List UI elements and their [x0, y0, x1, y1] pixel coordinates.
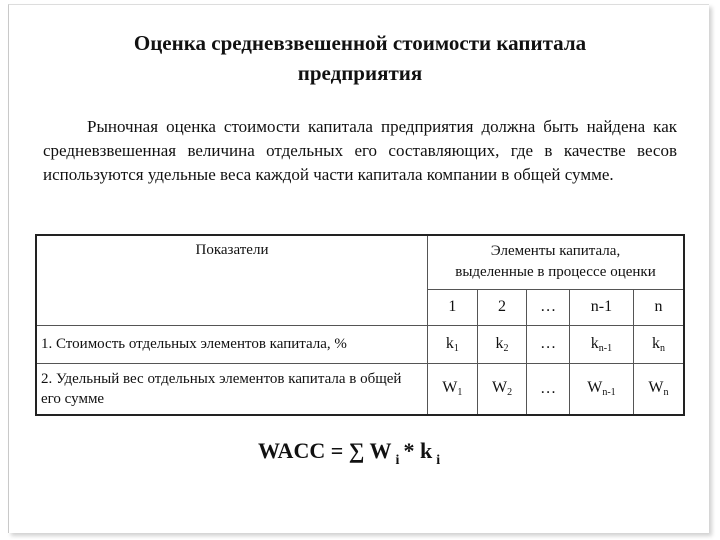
cell-w-n-1: $W_{n-1}$ [569, 363, 633, 415]
body-paragraph: Рыночная оценка стоимости капитала предприятия должна быть найдена как средневзвешенная величина отдельных его составляющих, где в качестве весов используются удельные веса каждой части капитала компании в общей сумме. [43, 117, 677, 184]
cell-w-n: $W_n$ [633, 363, 684, 415]
header-elements-line-1: Элементы капитала, [490, 243, 621, 260]
row-label-cost: 1. Стоимость отдельных элементов капитала, % [36, 325, 428, 363]
formula-left: WACC = ∑ W [258, 438, 392, 463]
capital-elements-table [35, 234, 685, 416]
cell-ellipsis: … [527, 325, 570, 363]
cell-w-1: $W_1$ [428, 363, 478, 415]
formula-sub-2: i [436, 453, 441, 468]
formula-sub-1: i [395, 453, 400, 468]
title-line-2: предприятия [297, 61, 423, 85]
column-number: n-1 [569, 289, 633, 325]
column-number: … [527, 289, 570, 325]
title-line-1: Оценка средневзвешенной стоимости капитала [133, 31, 587, 55]
header-elements [428, 235, 685, 289]
row-label-weight: 2. Удельный вес отдельных элементов капитала в общей его сумме [36, 363, 428, 415]
table-row-cost [36, 325, 684, 363]
header-elements-line-2: выделенные в процессе оценки [455, 264, 656, 281]
cell-w-2: $W_2$ [477, 363, 527, 415]
header-indicators [36, 235, 428, 325]
cell-k-n: $k_n$ [633, 325, 684, 363]
column-number: 1 [428, 289, 478, 325]
column-number: 2 [477, 289, 527, 325]
cell-k-1: $k_1$ [428, 325, 478, 363]
page-title [0, 28, 720, 88]
cell-k-n-1: $k_{n-1}$ [569, 325, 633, 363]
header-indicators-label: Показатели [195, 242, 269, 258]
column-number: n [633, 289, 684, 325]
cell-ellipsis: … [527, 363, 570, 415]
cell-k-2: $k_2$ [477, 325, 527, 363]
wacc-formula [258, 438, 444, 469]
table-row-weight [36, 363, 684, 415]
table-header-row [36, 235, 684, 289]
formula-middle: * k [403, 438, 433, 463]
